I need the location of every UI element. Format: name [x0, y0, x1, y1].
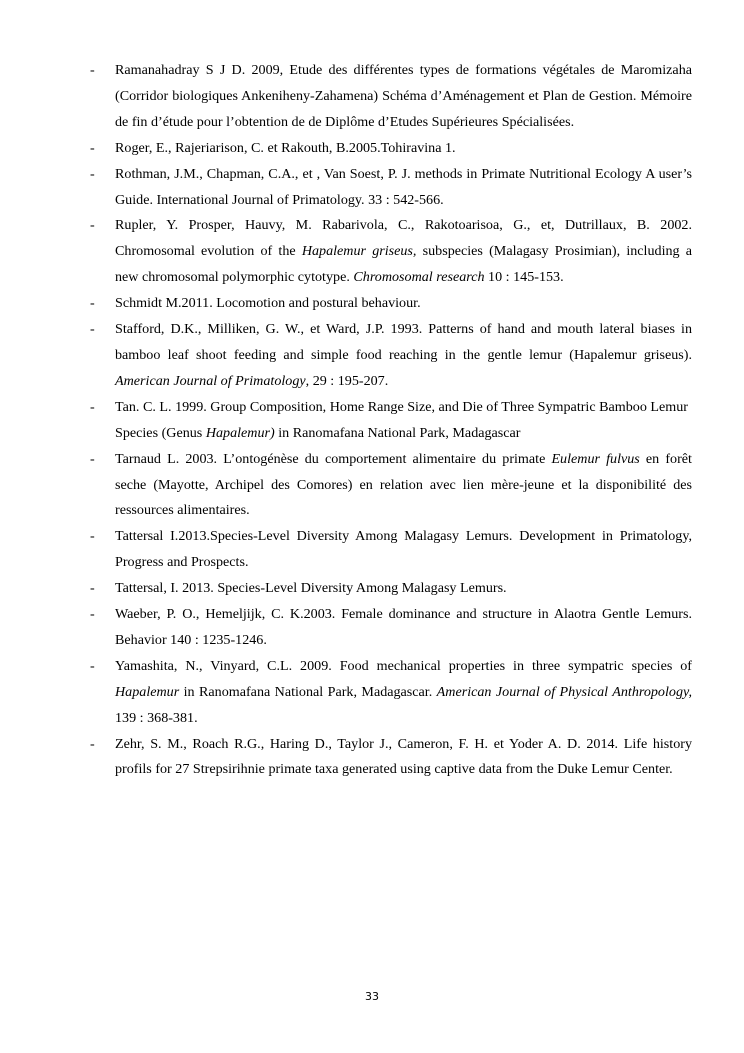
list-bullet-dash: -: [90, 62, 95, 78]
reference-entry: [90, 317, 692, 395]
reference-text-part: Waeber, P. O., Hemeljijk, C. K.2003. Female dominance and structure in Alaotra Gentle Lemurs. Behavior 140 : 1235-1246.: [115, 606, 692, 648]
reference-text-part: Zehr, S. M., Roach R.G., Haring D., Taylor J., Cameron, F. H. et Yoder A. D. 2014. Life history profils for 27 Strepsirihnie primate taxa generated using captive data from the Duke Lemur Center.: [115, 735, 692, 778]
reference-text: [115, 654, 692, 732]
reference-entry: [90, 602, 692, 654]
reference-text-part: Ramanahadray S J D. 2009, Etude des différentes types de formations végétales de Maromizaha (Corridor biologiques Ankeniheny-Zahamena) Schéma d’Aménagement et Plan de Gestion. Mémoire de fin d’étude pour l’obtention de de Diplôme d’Etudes Supérieures Spécialisées.: [115, 62, 692, 130]
list-bullet-dash: -: [90, 165, 95, 182]
list-bullet-dash: -: [90, 321, 95, 338]
list-bullet-dash: -: [90, 528, 95, 545]
reference-entry: [90, 291, 692, 317]
italic-title: Hapalemur): [205, 424, 275, 441]
reference-text-part: subspecies (Malagasy Prosimian), including a new chromosomal polymorphic cytotype.: [115, 243, 693, 286]
reference-text-part: Roger, E., Rajeriarison, C. et Rakouth, B.2005.Tohiravina 1.: [115, 139, 456, 156]
reference-text-part: Yamashita, N., Vinyard, C.L. 2009. Food mechanical properties in three sympatric species of: [115, 657, 692, 674]
reference-text-part: Rupler, Y. Prosper, Hauvy, M. Rabarivola, C., Rakotoarisoa, G., et, Dutrillaux, B. 2002. Chromosomal evolution of the: [115, 217, 692, 260]
reference-text-part: Schmidt M.2011. Locomotion and postural behaviour.: [115, 295, 421, 312]
list-bullet-dash: -: [90, 139, 95, 156]
list-bullet-dash: -: [90, 606, 95, 623]
reference-list: [90, 58, 692, 783]
reference-text-part: , 29 : 195-207.: [305, 372, 389, 389]
reference-text: [115, 447, 692, 525]
reference-text: [115, 317, 692, 395]
reference-entry: [90, 136, 692, 162]
reference-text: [115, 136, 692, 162]
reference-entry: [90, 732, 692, 784]
list-bullet-dash: -: [90, 398, 95, 415]
list-bullet-dash: -: [90, 657, 95, 674]
list-bullet-dash: -: [90, 735, 95, 752]
reference-text-part: in Ranomafana National Park, Madagascar: [274, 424, 521, 441]
reference-entry: [90, 524, 692, 576]
reference-text-part: Rothman, J.M., Chapman, C.A., et , Van Soest, P. J. methods in Primate Nutritional Ecology A user’s Guide. International Journal of Primatology. 33 : 542-566.: [115, 165, 692, 208]
reference-text-part: Tan. C. L. 1999. Group Composition, Home Range Size, and Die of Three Sympatric Bamboo Lemur Species (Genus: [115, 398, 688, 441]
list-bullet-dash: -: [90, 450, 95, 467]
italic-title: American Journal of Physical Anthropology,: [436, 683, 692, 700]
reference-text-part: Tattersal I.2013.Species-Level Diversity Among Malagasy Lemurs. Development in Primatology, Progress and Prospects.: [115, 528, 692, 571]
list-bullet-dash: -: [90, 295, 95, 312]
reference-text-part: 10 : 145-153.: [484, 269, 564, 286]
reference-text-part: Tarnaud L. 2003. L’ontogénèse du comportement alimentaire du primate: [115, 450, 552, 467]
list-bullet-dash: -: [90, 580, 95, 597]
italic-title: Chromosomal research: [353, 269, 485, 286]
italic-title: American Journal of Primatology: [115, 372, 306, 389]
reference-entry: [90, 213, 692, 291]
reference-text: [115, 213, 692, 291]
reference-text-part: Stafford, D.K., Milliken, G. W., et Ward, J.P. 1993. Patterns of hand and mouth lateral biases in bamboo leaf shoot feeding and simple food reaching in the gentle lemur (Hapalemur griseus).: [115, 321, 692, 363]
reference-entry: [90, 162, 692, 214]
reference-text: [115, 576, 692, 602]
reference-text: [115, 524, 692, 576]
reference-entry: [90, 447, 692, 525]
reference-entry: [90, 58, 692, 136]
reference-text: [115, 291, 692, 317]
list-bullet-dash: -: [90, 217, 95, 234]
reference-entry: [90, 576, 692, 602]
reference-text-part: 139 : 368-381.: [115, 709, 198, 726]
reference-text: [115, 58, 692, 136]
italic-title: Eulemur fulvus: [551, 450, 640, 467]
page-number: 33: [365, 990, 379, 1003]
reference-text-part: Tattersal, I. 2013. Species-Level Diversity Among Malagasy Lemurs.: [115, 580, 507, 597]
italic-title: Hapalemur griseus,: [301, 243, 417, 260]
reference-text: [115, 395, 692, 447]
italic-title: Hapalemur: [115, 683, 180, 700]
reference-text: [115, 162, 692, 214]
reference-text-part: en forêt seche (Mayotte, Archipel des Comores) en relation avec lien mère-jeune et la disponibilité des ressources alimentaires.: [115, 450, 692, 519]
reference-text: [115, 732, 692, 784]
reference-text-part: in Ranomafana National Park, Madagascar.: [179, 683, 437, 700]
reference-entry: [90, 654, 692, 732]
reference-text: [115, 602, 692, 654]
reference-entry: [90, 395, 692, 447]
